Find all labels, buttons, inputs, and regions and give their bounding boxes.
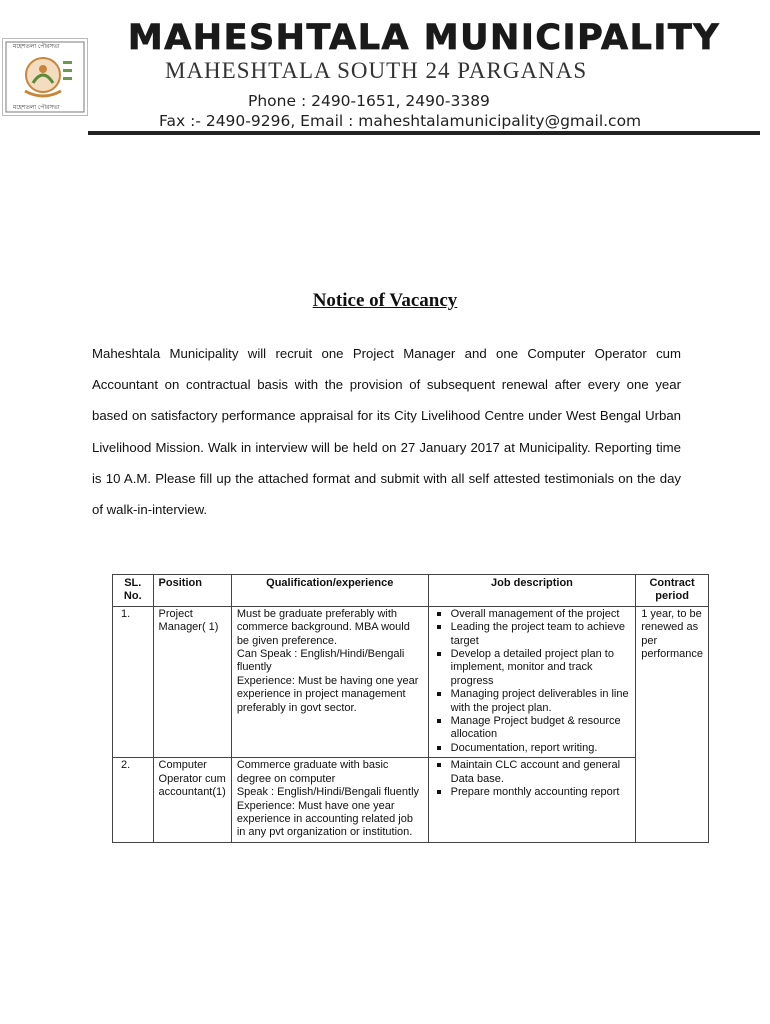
header-qualification: Qualification/experience (231, 575, 428, 607)
vacancy-table (112, 574, 709, 843)
job-bullet-item: Develop a detailed project plan to implement, monitor and track progress (434, 648, 631, 688)
header-divider (88, 131, 760, 135)
notice-paragraph: Maheshtala Municipality will recruit one Project Manager and one Computer Operator cum Accountant on contractual basis with the provision of subsequent renewal after every one year based on satisfactory performance appraisal for its City Livelihood Centre under West Bengal Urban Livelihood Mission. Walk in interview will be held on 27 January 2017 at Municipality. Reporting time is 10 A.M. Please fill up the attached format and submit with all self attested testimonials on the day of walk-in-interview. (92, 346, 681, 518)
row-1-qualification-line: Must be graduate preferably with commerce background. MBA would be given preference. (236, 607, 410, 647)
job-bullet-item: Leading the project team to achieve target (434, 621, 631, 648)
municipality-logo (2, 38, 88, 116)
header-position: Position (153, 575, 231, 607)
contract-period-cell: 1 year, to be renewed as per performance (636, 606, 709, 842)
row-1-qualification-line: Can Speak : English/Hindi/Bengali fluently (236, 648, 405, 674)
row-1-jobs (428, 606, 636, 757)
job-bullet-item: Manage Project budget & resource allocation (434, 715, 631, 742)
row-1-sl: 1. (113, 606, 154, 757)
logo-text-top: মহেশতলা পৌরসভা (13, 44, 60, 50)
row-2-sl: 2. (113, 758, 154, 842)
header-contract-period: Contract period (636, 575, 709, 607)
letterhead-phone: Phone : 2490-1651, 2490-3389 (248, 92, 490, 110)
row-2-jobs (428, 758, 636, 842)
row-1-position: Project Manager( 1) (153, 606, 231, 757)
row-2-qualification-line: Experience: Must have one year experience in accounting related job in any pvt organization or institution. (236, 799, 413, 839)
row-2-qualification-line: Commerce graduate with basic degree on computer (236, 759, 389, 785)
row-1-qualification (231, 606, 428, 757)
job-bullet-item: Overall management of the project (434, 608, 631, 621)
table-header-row (113, 575, 709, 607)
table-row (113, 758, 709, 842)
letterhead-title: MAHESHTALA MUNICIPALITY (127, 18, 721, 58)
header-sl: SL. No. (113, 575, 154, 607)
row-2-position: Computer Operator cum accountant(1) (153, 758, 231, 842)
notice-title: Notice of Vacancy (312, 290, 458, 311)
letterhead-subtitle: MAHESHTALA SOUTH 24 PARGANAS (165, 58, 588, 83)
header-job-description: Job description (428, 575, 636, 607)
letterhead-fax-email: Fax :- 2490-9296, Email : maheshtalamunicipality@gmail.com (159, 112, 642, 130)
row-2-qualification (231, 758, 428, 842)
job-bullet-item: Managing project deliverables in line with the project plan. (434, 688, 631, 715)
job-bullet-item: Maintain CLC account and general Data base. (434, 759, 631, 786)
table-row (113, 606, 709, 757)
row-1-qualification-line: Experience: Must be having one year experience in project management preferably in govt sector. (236, 674, 419, 714)
job-bullet-item: Documentation, report writing. (434, 742, 631, 755)
logo-text-bottom: মহেশতলা পৌরসভা (13, 105, 60, 111)
row-2-qualification-line: Speak : English/Hindi/Bengali fluently (236, 786, 420, 799)
job-bullet-item: Prepare monthly accounting report (434, 786, 631, 799)
